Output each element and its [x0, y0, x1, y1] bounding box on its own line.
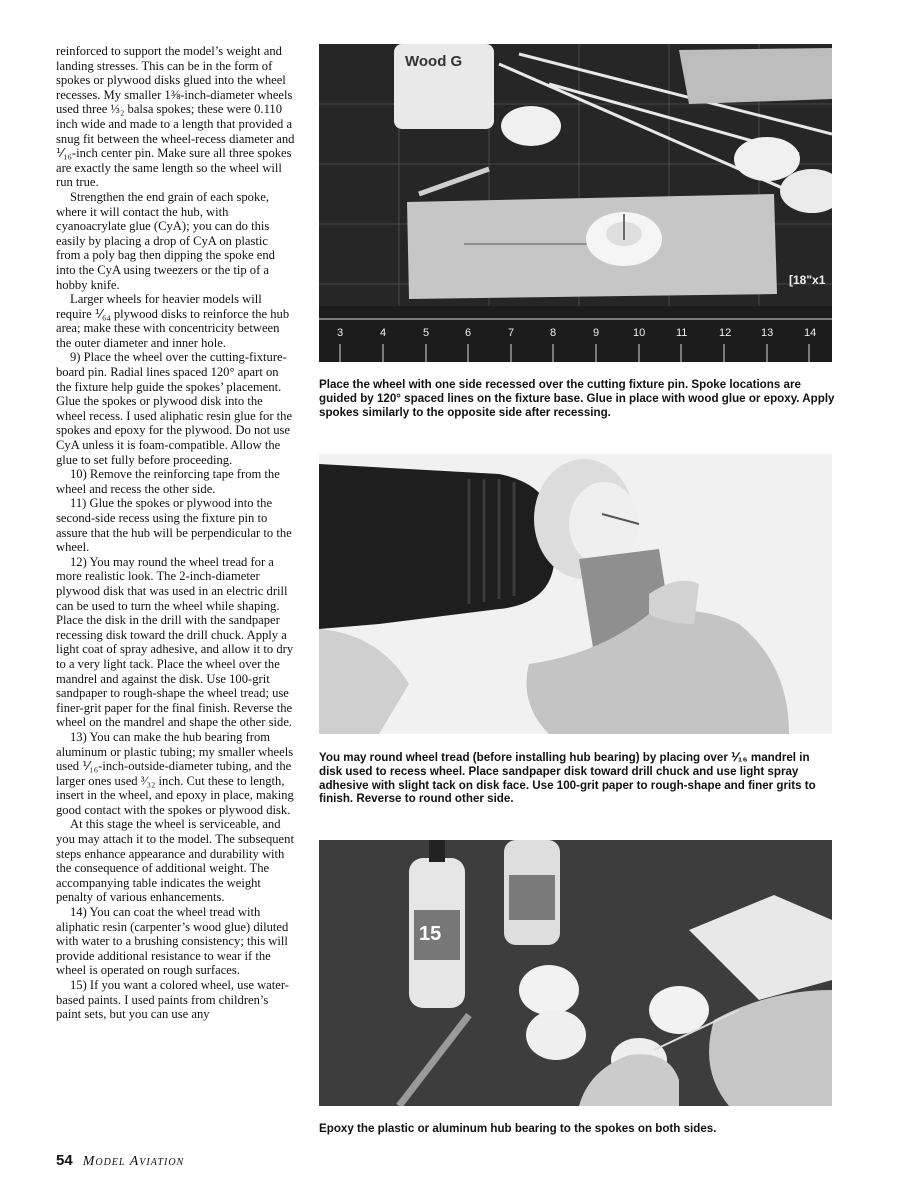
- body-paragraph: Strengthen the end grain of each spoke, where it will contact the hub, with cyanoacrylate glue (CyA); you can do this easily by placing a drop of CyA on plastic from a poly bag then dipping the spoke end into the CyA using tweezers or the tip of a hobby knife.: [56, 189, 275, 292]
- photo-caption: Epoxy the plastic or aluminum hub bearing to the spokes on both sides.: [319, 1122, 717, 1135]
- body-paragraph: 13) You can make the hub bearing from aluminum or plastic tubing; my smaller wheels used ⅟₁₆-inch-outside-diameter tubing, and the larger ones used ³⁄₃₂ inch. Cut these to length, insert in the wheel, and epoxy in place, making good contact with the spokes or plywood disk.: [56, 729, 294, 817]
- bottle-label: Wood G: [405, 53, 463, 70]
- photo-epoxy-hub: [319, 840, 832, 1106]
- body-paragraph: At this stage the wheel is serviceable, and you may attach it to the model. The subsequent steps enhance appearance and durability with the consequence of additional weight. The accompanying table indicates the weight penalty of various enhancements.: [56, 817, 294, 905]
- page-number: 54: [56, 1152, 73, 1169]
- photo-drill-sanding: [319, 454, 832, 734]
- body-paragraph: reinforced to support the model’s weight and landing stresses. This can be in the form of spokes or plywood disks glued into the wheel recesses. My smaller 1⅜-inch-diameter wheels used three ⅓₂ balsa spokes; these were 0.110 inch wide and made to a length that provided a snug fit between the wheel-recess diameter and ⅟₁₆-inch center pin. Make sure all three spokes are exactly the same length so the wheel will run true.: [56, 44, 295, 190]
- body-paragraph: 10) Remove the reinforcing tape from the wheel and recess the other side.: [56, 467, 280, 496]
- epoxy-bottle-label: 15: [419, 923, 442, 945]
- ruler-number: 5: [423, 327, 430, 339]
- ruler-number: 13: [761, 327, 774, 339]
- photo-drill-sanding-image: [319, 454, 832, 734]
- ruler-number: 9: [593, 327, 600, 339]
- body-paragraph: 9) Place the wheel over the cutting-fixture-board pin. Radial lines spaced 120° apart on the fixture help guide the spokes’ placement. Glue the spokes or plywood disk into the wheel recess. I used aliphatic resin glue for the spokes and epoxy for the plywood. Do not use CyA unless it is foam-compatible. Allow the glue to set fully before proceeding.: [56, 350, 293, 467]
- photo-caption: You may round wheel tread (before installing hub bearing) by placing over ⅟₁₆ mandrel in disk used to recess wheel. Place sandpaper disk toward drill chuck and use light spray adhesive with slight tack on disk face. Use 100-grit paper to rough-shape and finer grits to finish. Reverse to round other side.: [319, 751, 816, 806]
- photo-cutting-fixture-image: [319, 44, 832, 362]
- ruler-number: 6: [465, 327, 472, 339]
- body-paragraph: 11) Glue the spokes or plywood into the second-side recess using the fixture pin to assure that the hub will be perpendicular to the wheel.: [56, 496, 292, 555]
- photo-epoxy-hub-image: [319, 840, 832, 1106]
- body-paragraph: 15) If you want a colored wheel, use water-based paints. I used paints from children’s paint sets, but you can use any: [56, 978, 290, 1022]
- body-paragraph: Larger wheels for heavier models will require ⅟₆₄ plywood disks to reinforce the hub area; make these with concentricity between the outer diameter and inner hole.: [56, 292, 290, 350]
- ruler-number: 11: [676, 327, 688, 339]
- ruler-number: 10: [633, 327, 646, 339]
- ruler-number: 7: [508, 327, 515, 339]
- body-paragraph: 12) You may round the wheel tread for a more realistic look. The 2-inch-diameter plywood disk that was used in an electric drill can be used to turn the wheel while shaping. Place the disk in the drill with the sandpaper recessing disk toward the drill chuck. Apply a light coat of spray adhesive, and allow it to dry to a very light tack. Place the wheel over the mandrel and against the disk. Use 100-grit sandpaper to rough-shape the wheel tread; use finer-grit paper for the final finish. Reverse the wheel on the mandrel and shape the other side.: [56, 554, 294, 730]
- ruler-number: 3: [337, 327, 344, 339]
- magazine-name: Model Aviation: [82, 1154, 185, 1169]
- page-footer: [56, 1152, 184, 1172]
- ruler-number: 14: [804, 327, 817, 339]
- body-paragraph: 14) You can coat the wheel tread with aliphatic resin (carpenter’s wood glue) diluted with water to a brushing consistency; this will provide additional resistance to wear if the wheel is operated on rough surfaces.: [56, 905, 289, 978]
- ruler-number: 8: [550, 327, 557, 339]
- ruler-number: 4: [380, 327, 387, 339]
- mat-label: [18"x1: [789, 273, 826, 287]
- ruler-number: 12: [719, 327, 732, 339]
- photo-caption: Place the wheel with one side recessed over the cutting fixture pin. Spoke locations are guided by 120° spaced lines on the fixture base. Glue in place with wood glue or epoxy. Apply spokes similarly to the opposite side after recessing.: [319, 378, 835, 419]
- body-text-column: [56, 44, 295, 1022]
- photo-cutting-fixture: [319, 44, 832, 362]
